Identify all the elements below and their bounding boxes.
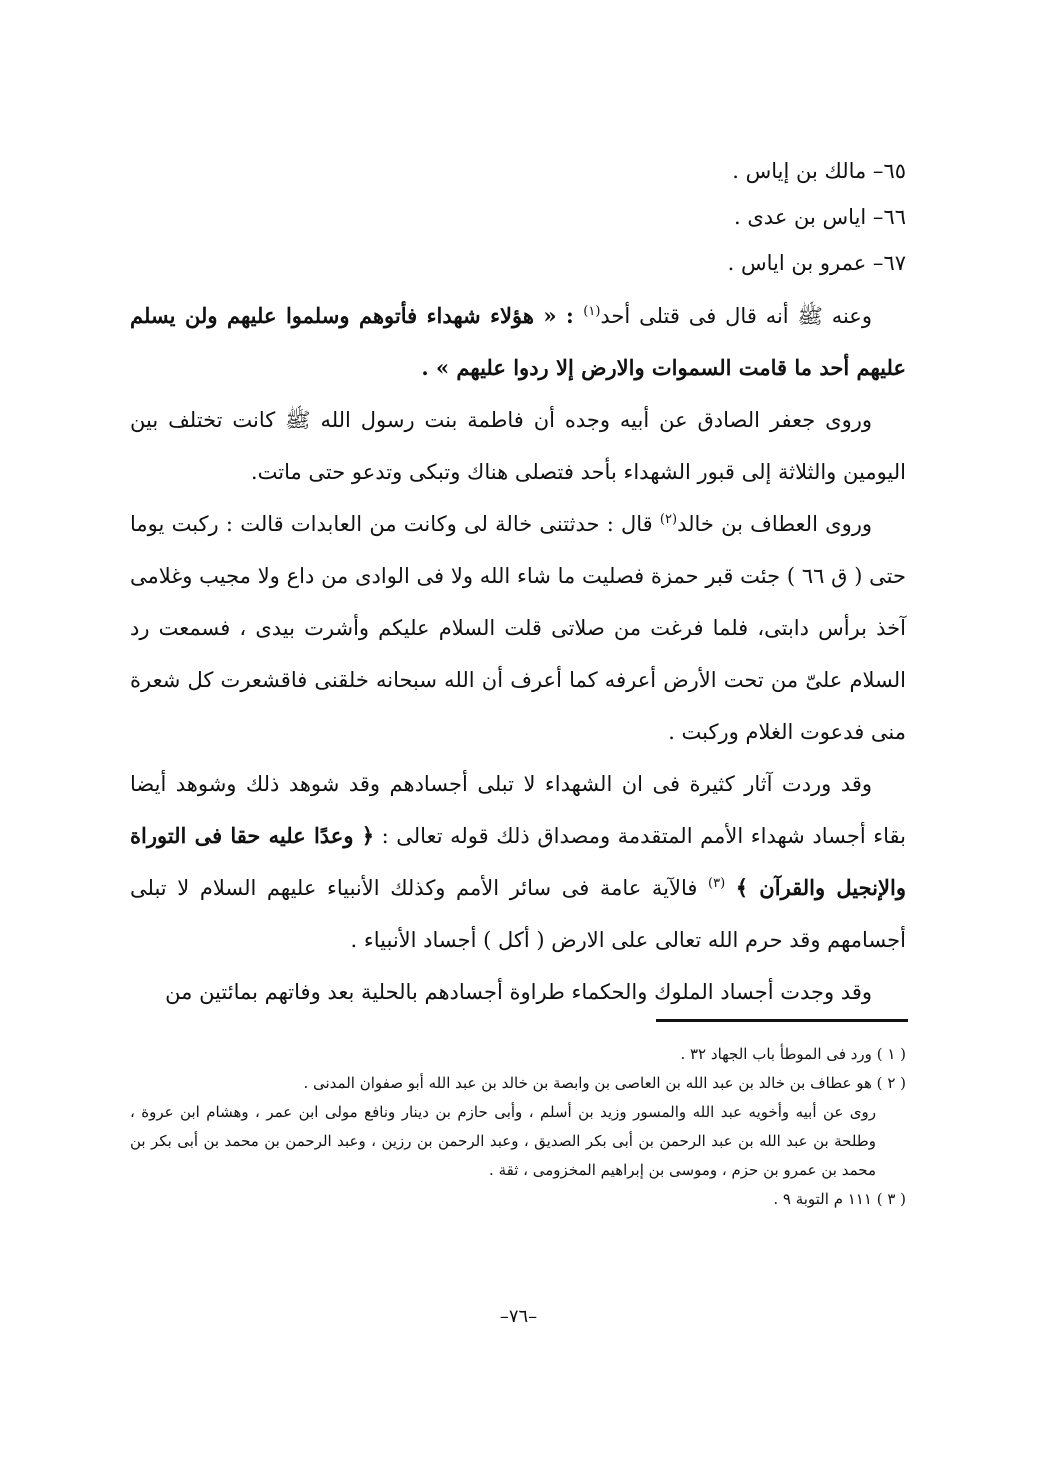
footnote-ref-3: (٣) (708, 876, 726, 891)
footnote-3: ( ٣ ) ١١١ م التوبة ٩ . (773, 1190, 906, 1208)
paragraph-1: وعنه ﷺ أنه قال فى قتلى أحد$^{(١)}$ : « هؤلاء شهداء فأتوهم وسلموا عليهم ولن يسلم عليهم أحد ما قامت السموات والارض إلا ردوا عليهم » . (130, 303, 906, 380)
footnote-2-continuation: روى عن أبيه وأخويه عبد الله والمسور وزيد بن أسلم ، وأبى حازم بن دينار ونافع مولى ابن عمر ، وهشام ابن عروة ، وطلحة بن عبد الله بن عبد الرحمن بن أبى بكر الصديق ، وعبد الرحمن بن رزين ، وعبد الرحمن بن محمد بن أبى بكر بن محمد بن عمرو بن حزم ، وموسى بن إبراهيم المخزومى ، ثقة . (130, 1103, 876, 1179)
footnote-divider (656, 1019, 908, 1022)
quran-quote: ﴿ وعدًا عليه حقا فى التوراة والإنجيل والقرآن ﴾ (130, 823, 906, 900)
footnotes (130, 1040, 906, 1214)
paragraph-3: وروى العطاف بن خالد$^{(٢)}$ قال : حدثتنى خالة لى وكانت من العابدات قالت : ركبت يوما حتى ( ق ٦٦ ) جئت قبر حمزة فصليت ما شاء الله ولا فى الوادى من داع ولا مجيب وغلامى آخذ برأس دابتى، فلما فرغت من صلاتى قلت السلام عليكم وأشرت بيدى ، فسمعت رد السلام علىّ من تحت الأرض أعرفه كما أعرف أن الله سبحانه خلقنى فاقشعرت كل شعرة منى فدعوت الغلام وركبت . (130, 512, 906, 744)
footnote-ref-1: (١) (583, 304, 601, 319)
list-item: ٦٧– عمرو بن اياس . (727, 251, 906, 275)
footnote-2: ( ٢ ) هو عطاف بن خالد بن عبد الله بن العاصى بن وابصة بن خالد بن عبد الله أبو صفوان المدنى . (303, 1074, 906, 1092)
list-item: ٦٦– اياس بن عدى . (734, 205, 906, 229)
main-text (130, 290, 906, 1018)
paragraph-4: وقد وردت آثار كثيرة فى ان الشهداء لا تبلى أجسادهم وقد شوهد ذلك وشوهد أيضا بقاء أجساد شهداء الأمم المتقدمة ومصداق ذلك قوله تعالى : ﴿ وعدًا عليه حقا فى التوراة والإنجيل والقرآن ﴾ $^{(٣)}$ فالآية عامة فى سائر الأمم وكذلك الأنبياء عليهم السلام لا تبلى أجسامهم وقد حرم الله تعالى على الارض ( أكل ) أجساد الأنبياء . (130, 772, 906, 952)
footnote-ref-2: (٢) (659, 512, 678, 527)
list-item: ٦٥– مالك بن إياس . (732, 159, 906, 183)
page-number: –٧٦– (499, 1306, 538, 1327)
paragraph-5: وقد وجدت أجساد الملوك والحكماء طراوة أجسادهم بالحلية بعد وفاتهم بمائتين من (165, 980, 872, 1004)
footnote-1: ( ١ ) ورد فى الموطأ باب الجهاد ٣٢ . (680, 1045, 906, 1063)
martyrs-list (126, 148, 906, 286)
paragraph-2: وروى جعفر الصادق عن أبيه وجده أن فاطمة بنت رسول الله ﷺ كانت تختلف بين اليومين والثلاثة إلى قبور الشهداء بأحد فتصلى هناك وتبكى وتدعو حتى ماتت. (130, 408, 906, 484)
